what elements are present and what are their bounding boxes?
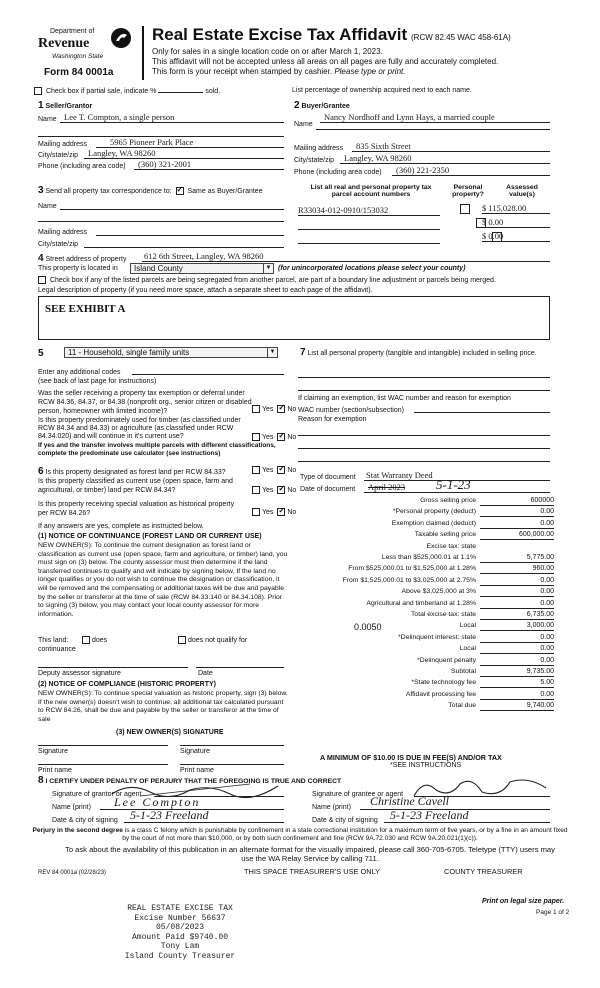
located-label: This property is located in — [38, 265, 118, 272]
tax-row2-4 — [296, 679, 554, 690]
sec6-q3: Is this property receiving special valuation as historical property per RCW 84.26? — [38, 501, 235, 517]
tax-row-3-value[interactable]: 600,000.00 — [480, 531, 554, 540]
tax-row-1-label: *Personal property (deduct) — [392, 508, 476, 516]
doc-type-label: Type of document — [300, 474, 356, 481]
tax-row-2-value[interactable]: 0.00 — [480, 520, 554, 529]
sec5-q2b: If yes and the transfer involves multiple parcels with different classifications, complete the predominate use calculator (see instructions) — [38, 442, 276, 457]
wac-field[interactable] — [414, 404, 550, 413]
doc-date-struck: April 2023 — [368, 482, 406, 492]
same-as-buyer-checkbox[interactable] — [176, 187, 184, 195]
sec6-q2-answers — [250, 486, 296, 494]
legal-paper-note: Print on legal size paper. — [482, 898, 565, 905]
continuance-heading: (1) NOTICE OF CONTINUANCE (FOREST LAND OR CURRENT USE) — [38, 533, 262, 540]
sec6-q2: Is this property classified as current use (open space, farm and agricultural, or timber) land per RCW 84.34? — [38, 478, 233, 494]
tax-local-row — [296, 622, 554, 633]
tax-row-9-label: Agricultural and timberland at 1.28% — [366, 599, 476, 607]
tax-row2-0-label: *Delinquent interest: state — [398, 633, 476, 641]
seller-city-label: City/state/zip — [38, 152, 79, 159]
tax-row-9 — [296, 600, 554, 611]
grantor-date-value: 5-1-23 Freeland — [130, 808, 209, 822]
owner-print-line-1[interactable] — [38, 757, 168, 765]
wac-label: WAC number (section/subsection) — [298, 407, 404, 414]
owner-print-label-2: Print name — [180, 767, 214, 774]
land-use-select[interactable] — [64, 347, 278, 358]
dept-label: Department of — [50, 28, 95, 35]
seller-name-label: Name — [38, 116, 57, 123]
land-does-not-option — [176, 636, 247, 644]
tax-row2-0-value[interactable]: 0.00 — [480, 634, 554, 643]
form-number: Form 84 0001a — [44, 67, 114, 78]
tax-row2-1 — [296, 645, 554, 656]
sec6-q3-yes-checkbox[interactable] — [252, 508, 260, 516]
new-owner-heading: (3) NEW OWNER(S) SIGNATURE — [116, 729, 224, 736]
reason-line-3[interactable] — [298, 452, 550, 462]
sec5-q1: Was the seller receiving a property tax exemption or deferral under RCW 84.36, 84.37, or 84.38 (nonprofit org., senior citizen or disabled person, homeowner with limited income)? — [38, 390, 252, 415]
compliance-text: NEW OWNER(S): To continue special valuation as historic property, sign (3) below. If the new owner(s) doesn't wish to continue, all additional tax calculated pursuant to RCW 84.26, shall be due and payable by the seller or transferor at the time of sale — [38, 690, 288, 723]
sec8-num: 8 — [38, 775, 44, 786]
sec3-name-field-2[interactable] — [38, 212, 284, 222]
sec6-q1: Is this property designated as forest land per RCW 84.33? — [45, 469, 226, 476]
stamp-line-6: Island County Treasurer — [124, 951, 236, 961]
seller-name-field[interactable]: Lee T. Compton, a single person — [60, 112, 284, 123]
buyer-mail-label: Mailing address — [294, 145, 344, 152]
grantor-date-label: Date & city of signing — [52, 817, 118, 824]
sec6-q1-no-checkbox[interactable] — [277, 466, 285, 474]
owner-signature-label-2: Signature — [180, 748, 210, 755]
county-select-value: Island County — [134, 264, 183, 273]
stamp-line-1: REAL ESTATE EXCISE TAX — [127, 904, 233, 913]
sec3-num: 3 — [38, 185, 44, 196]
grantor-sig-label: Signature of grantor or agent — [52, 791, 142, 798]
tax-row2-2-label: *Delinquent penalty — [417, 656, 476, 664]
header-divider — [142, 26, 144, 80]
sec3-heading — [38, 185, 263, 196]
buyer-section-num: 2 — [294, 100, 300, 111]
tax-row2-3 — [296, 668, 554, 679]
yes-label: Yes — [262, 486, 274, 494]
buyer-name-field[interactable]: Nancy Nordhoff and Lynn Hays, a married couple — [320, 112, 550, 123]
deputy-signature-label: Deputy assessor signature — [38, 670, 121, 677]
form-subtitle-2: This affidavit will not be accepted unless all areas on all pages are fully and accurately completed. — [152, 57, 499, 66]
form-subtitle-3 — [152, 67, 405, 76]
land-use-value: 11 - Household, single family units — [68, 348, 190, 357]
tax-row-7 — [296, 577, 554, 588]
sec6-q2-yes-checkbox[interactable] — [252, 486, 260, 494]
sec3-mail-field[interactable] — [96, 226, 284, 236]
sec6-q3-answers — [250, 508, 296, 516]
sec3-city-label: City/state/zip — [38, 241, 79, 248]
local-rate-value[interactable]: 0.0050 — [354, 622, 382, 633]
personal-property-line-1[interactable] — [298, 368, 550, 378]
this-land-label: This land: — [38, 637, 69, 644]
seller-section-num: 1 — [38, 100, 44, 111]
perjury-text: is a class C felony which is punishable by confinement in a state correctional institution for a maximum term of five years, or by a fine in an amount fixed by the court of not more than $10,000, or by both such confinement and fine (RCW 9A.72.030 and RCW 9A.20.021(1)(c)). — [122, 827, 568, 842]
form-title: Real Estate Excise Tax Affidavit — [152, 25, 408, 44]
county-note: (for unincorporated locations please select your county) — [278, 265, 466, 272]
no-label: No — [287, 405, 297, 413]
reason-line-1[interactable] — [298, 426, 550, 436]
yes-label: Yes — [262, 466, 274, 474]
legal-description-box[interactable] — [38, 296, 550, 340]
tax-row2-2-value[interactable]: 0.00 — [480, 657, 554, 666]
segregated-row — [36, 276, 496, 284]
no-label: No — [287, 508, 297, 516]
chevron-down-icon: ▼ — [267, 348, 277, 357]
tax-row2-6 — [296, 702, 554, 713]
certify-text: I CERTIFY UNDER PENALTY OF PERJURY THAT THE FOREGOING IS TRUE AND CORRECT — [45, 778, 342, 785]
tax-row-7-label: From $1,525,000.01 to $3,025,000 at 2.75% — [342, 576, 476, 584]
grantee-date-label: Date & city of signing — [312, 817, 378, 824]
tax-row2-1-value[interactable]: 0.00 — [480, 645, 554, 654]
parcels-header-numbers: List all real and personal property tax parcel account numbers — [310, 184, 432, 198]
continuance-text: NEW OWNER(S): To continue the current designation as forest land or classification as current use (open space, farm and agriculture, or timber) land, you must sign on (3) below. The county assessor must then determine if the land transferred continues to qualify and will indicate by signing below. If the land no longer qualifies or you do not wish to continue the designation or classification, it will be removed and the compensating or additional taxes will be due and payable by the seller or transferor at the time of sale (RCW 84.33.140 or 84.34.108). Prior to signing (3) below, you may contact your local county assessor for more information. — [38, 542, 288, 618]
sec6-q1-row — [38, 466, 226, 477]
partial-sale-row — [32, 87, 220, 95]
yes-label: Yes — [262, 405, 274, 413]
sec6-q3-no-checkbox[interactable] — [277, 508, 285, 516]
tax-row-8 — [296, 588, 554, 599]
land-does-label: does — [92, 636, 108, 644]
seller-phone-label: Phone (including area code) — [38, 163, 126, 170]
segregated-checkbox[interactable] — [38, 276, 46, 284]
partial-sold-label: sold. — [205, 87, 221, 95]
ownership-note: List percentage of ownership acquired next to each name. — [292, 87, 472, 94]
reason-label: Reason for exemption — [298, 416, 367, 423]
sec4-num: 4 — [38, 253, 44, 264]
owner-print-line-2[interactable] — [180, 757, 284, 765]
parcel-number-1[interactable]: R33034-012-0910/153032 — [298, 205, 440, 216]
tax-row-7-value[interactable]: 0.00 — [480, 577, 554, 586]
tax-row-0-label: Gross selling price — [420, 497, 476, 504]
tax-row2-6-label: Total due — [448, 702, 476, 710]
no-label: No — [287, 486, 297, 494]
tax-row-9-value[interactable]: 0.00 — [480, 600, 554, 609]
local-value[interactable]: 3,000.00 — [480, 622, 554, 631]
tax-row-6-value[interactable]: 960.00 — [480, 565, 554, 574]
buyer-city-label: City/state/zip — [294, 157, 335, 164]
stamp-line-4: Amount Paid $9740.00 — [131, 932, 228, 942]
stamp-line-2: Excise Number 56637 — [134, 913, 226, 923]
seller-city-field[interactable]: Langley, WA 98260 — [84, 148, 284, 159]
page-number: Page 1 of 2 — [536, 909, 570, 916]
sec4-street-label: Street address of property — [45, 256, 127, 263]
tax-row-3 — [296, 531, 554, 542]
dept-revenue: Revenue — [38, 36, 90, 51]
tax-row-1 — [296, 508, 554, 519]
buyer-mail-field[interactable]: 835 Sixth Street — [352, 141, 550, 152]
tax-row-4 — [296, 543, 554, 554]
local-label: Local — [459, 622, 476, 630]
dept-state: Washington State — [52, 53, 104, 60]
sec5-q2-yes-checkbox[interactable] — [252, 433, 260, 441]
yes-label: Yes — [262, 508, 274, 516]
form-subtitle-3-text: This form is your receipt when stamped by cashier. — [152, 67, 333, 76]
seller-mail-field[interactable]: 5965 Pioneer Park Place — [96, 137, 284, 148]
revenue-emblem-icon — [110, 27, 132, 49]
tax-row-2-label: Exemption claimed (deduct) — [391, 519, 476, 527]
minimum-notice: A MINIMUM OF $10.00 IS DUE IN FEE(S) AND/OR TAX — [320, 753, 502, 762]
buyer-section-title: Buyer/Grantee — [301, 103, 350, 110]
tax-row-8-value[interactable]: 0.00 — [480, 588, 554, 597]
owner-signature-label-1: Signature — [38, 748, 68, 755]
tax-row-1-value[interactable]: 0.00 — [480, 508, 554, 517]
seller-name-field-2[interactable] — [38, 126, 284, 137]
sec3-name-field[interactable] — [60, 200, 284, 210]
accessibility-notice: To ask about the availability of this publication in an alternate format for the visually impaired, please call 360-705-6705. Teletype (TTY) users may use the WA Relay Service by calling 711. — [65, 845, 555, 863]
no-label: No — [287, 466, 297, 474]
buyer-city-field[interactable]: Langley, WA 98260 — [340, 153, 550, 164]
legal-description-text: SEE EXHIBIT A — [45, 303, 126, 315]
parcels-header-assessed: Assessed value(s) — [506, 184, 538, 198]
buyer-name-field-2[interactable] — [316, 126, 550, 130]
sec7-text: List all personal property (tangible and intangible) included in selling price. — [307, 350, 537, 357]
owner-print-label-1: Print name — [38, 767, 72, 774]
tax-row-6 — [296, 565, 554, 576]
stamp-line-5: Tony Lam — [160, 942, 200, 951]
tax-row-5-value[interactable]: 5,775.00 — [480, 554, 554, 563]
treasurer-use-label: THIS SPACE TREASURER'S USE ONLY — [244, 867, 381, 876]
tax-row-10 — [296, 611, 554, 622]
no-label: No — [287, 433, 297, 441]
tax-row-6-label: From $525,000.01 to $1,525,000 at 1.28% — [348, 565, 476, 573]
tax-row2-3-label: Subtotal — [451, 668, 476, 675]
partial-sale-checkbox[interactable] — [34, 87, 42, 95]
land-does-checkbox[interactable] — [82, 636, 90, 644]
sec3-mail-label: Mailing address — [38, 229, 88, 236]
sec4-street-row — [38, 253, 126, 264]
form-rcw: (RCW 82.45 WAC 458-61A) — [411, 33, 511, 42]
tax-row2-1-label: Local — [459, 645, 476, 653]
seller-heading — [38, 100, 92, 111]
deputy-date-line[interactable] — [196, 658, 284, 668]
additional-codes-field[interactable] — [132, 366, 284, 375]
sec6-if-yes: If any answers are yes, complete as instructed below. — [38, 523, 204, 530]
additional-codes-note: (see back of last page for instructions) — [38, 378, 157, 385]
tax-row-10-value[interactable]: 6,735.00 — [480, 611, 554, 620]
grantee-sig-label: Signature of grantee or agent — [312, 791, 404, 798]
land-does-not-checkbox[interactable] — [178, 636, 186, 644]
additional-codes-label: Enter any additional codes — [38, 369, 121, 376]
sec6-q1-yes-checkbox[interactable] — [252, 466, 260, 474]
same-as-buyer-label: Same as Buyer/Grantee — [187, 188, 263, 195]
reason-line-2[interactable] — [298, 439, 550, 449]
land-does-option — [80, 636, 107, 644]
tax-row-8-label: Above $3,025,000 at 3% — [401, 588, 476, 596]
buyer-phone-field[interactable]: (360) 221-2350 — [392, 165, 550, 176]
sec7-num: 7 — [300, 347, 306, 358]
tax-row2-5-value[interactable]: 0.00 — [480, 691, 554, 700]
tax-row2-6-value[interactable]: 9,740.00 — [480, 702, 554, 711]
tax-row2-4-label: *State technology fee — [411, 679, 476, 687]
parcel-assessed-1[interactable]: $ 115,028.00 — [482, 203, 550, 214]
grantee-name-label: Name (print) — [312, 804, 351, 811]
grantor-date-field[interactable] — [124, 808, 284, 823]
property-street-field[interactable]: 612 6th Street, Langley, WA 98260 — [142, 251, 550, 262]
perjury-bold: Perjury in the second degree — [32, 827, 123, 834]
sec3-name-label: Name — [38, 203, 57, 210]
sec7-heading — [300, 348, 552, 358]
sec5-num: 5 — [38, 348, 44, 359]
tax-row2-5 — [296, 691, 554, 702]
form-subtitle-1: Only for sales in a single location code on or after March 1, 2023. — [152, 47, 383, 56]
stamp-line-3: 05/08/2023 — [155, 923, 204, 932]
seller-mail-label: Mailing address — [38, 141, 88, 148]
parcels-header-personal: Personal property? — [452, 184, 484, 198]
deputy-signature-line[interactable] — [38, 658, 188, 668]
exemption-label: If claiming an exemption, list WAC number and reason for exemption — [298, 395, 511, 402]
sec5-q1-no-checkbox[interactable] — [277, 405, 285, 413]
grantee-date-value: 5-1-23 Freeland — [390, 808, 469, 822]
seller-phone-field[interactable]: (360) 321-2001 — [134, 159, 284, 170]
county-treasurer-label: COUNTY TREASURER — [444, 867, 523, 876]
grantee-date-field[interactable] — [384, 808, 550, 823]
personal-property-line-2[interactable] — [298, 381, 550, 391]
sec6-num: 6 — [38, 466, 44, 477]
parcel-number-2[interactable] — [298, 219, 440, 230]
parcel-assessed-2[interactable]: $ 0.00 — [482, 217, 550, 228]
sec6-q1-answers — [250, 466, 296, 474]
parcel-number-3[interactable] — [298, 233, 440, 244]
tax-row-3-label: Taxable selling price — [414, 531, 476, 539]
perjury-notice — [30, 827, 570, 843]
sec3-city-field[interactable] — [84, 238, 284, 248]
deputy-date-label: Date — [198, 670, 213, 677]
doc-date-handwritten: 5-1-23 — [436, 477, 471, 492]
revenue-logo — [30, 25, 140, 85]
doc-date-label: Date of document — [300, 486, 356, 493]
sec6-q2-no-checkbox[interactable] — [277, 486, 285, 494]
segregated-label: Check box if any of the listed parcels are being segregated from another parcel, are part of a boundary line adjustment or parcels being merged. — [49, 276, 496, 284]
tax-row2-0 — [296, 634, 554, 645]
buyer-phone-label: Phone (including area code) — [294, 169, 382, 176]
form-revision: REV 84 0001a (02/28/23) — [38, 870, 107, 876]
tax-row2-5-label: Affidavit processing fee — [405, 690, 476, 698]
sec5-q1-yes-checkbox[interactable] — [252, 405, 260, 413]
legal-desc-label: Legal description of property (if you need more space, attach a separate sheet to each page of the affidavit). — [38, 287, 373, 294]
tax-row-5-label: Less than $525,000.01 at 1.1% — [381, 554, 476, 561]
tax-row2-3-value[interactable]: 9,735.00 — [480, 668, 554, 677]
sec5-q2: Is this property predominately used for timber (as classified under RCW 84.34 and 84.33) or agriculture (as classified under RCW 84.34.020) and will continue in it's current use? — [38, 417, 241, 440]
tax-row-4-label: Excise tax: state — [426, 542, 476, 550]
tax-row-10-label: Total excise tax: state — [411, 611, 476, 618]
seller-section-title: Seller/Grantor — [45, 103, 93, 110]
grantor-name-value: Lee Compton — [114, 795, 201, 809]
parcel-assessed-3[interactable]: $ 0.00 — [482, 231, 550, 242]
tax-row2-4-value[interactable]: 5.00 — [480, 679, 554, 688]
buyer-name-label: Name — [294, 121, 313, 128]
doc-type-field[interactable]: Stat Warranty Deed — [364, 470, 550, 481]
tax-row-0 — [296, 497, 554, 508]
continuance-word: continuance — [38, 646, 76, 653]
form-subtitle-3-italic: Please type or print. — [334, 67, 406, 76]
yes-label: Yes — [262, 433, 274, 441]
sec3-text: Send all property tax correspondence to: — [45, 188, 172, 195]
sec5-q1-answers — [250, 405, 296, 413]
tax-row-5 — [296, 554, 554, 565]
owner-signature-line-1[interactable] — [38, 738, 168, 746]
tax-row-2 — [296, 520, 554, 531]
buyer-heading — [294, 100, 350, 111]
partial-sale-label: Check box if partial sale, indicate % — [45, 87, 157, 95]
doc-date-field[interactable] — [364, 477, 550, 493]
county-select[interactable] — [130, 263, 274, 274]
tax-row2-2 — [296, 657, 554, 668]
treasurer-stamp — [110, 904, 250, 961]
grantee-name-value: Christine Cavell — [370, 794, 449, 808]
parcel-personal-checkbox-1[interactable] — [460, 204, 470, 214]
tax-row-0-value[interactable]: 600000 — [480, 497, 554, 506]
see-instructions: *SEE INSTRUCTIONS — [390, 762, 462, 769]
sec5-q2-no-checkbox[interactable] — [277, 433, 285, 441]
land-does-not-label: does not qualify for — [188, 636, 248, 644]
sec5-q2-answers — [250, 433, 296, 441]
owner-signature-line-2[interactable] — [180, 738, 284, 746]
grantor-name-label: Name (print) — [52, 804, 91, 811]
compliance-heading: (2) NOTICE OF COMPLIANCE (HISTORIC PROPERTY) — [38, 681, 216, 688]
chevron-down-icon: ▼ — [263, 264, 273, 273]
